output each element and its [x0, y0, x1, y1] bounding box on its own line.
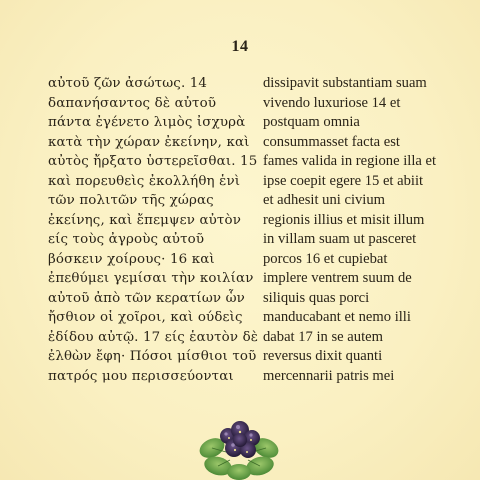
- greek-text-line: ἤσθιον οἱ χοῖροι, καὶ ούδεὶς: [48, 310, 243, 325]
- greek-text-line: πάντα ἐγένετο λιμὸς ἰσχυρὰ: [48, 115, 246, 130]
- greek-text-line: πατρός μου περισσεύονται: [48, 368, 234, 384]
- latin-text-line: ipse coepit egere 15 et abiit: [263, 172, 424, 189]
- latin-text-line: reversus dixit quanti: [263, 348, 383, 364]
- latin-text-line: in villam suam ut pasceret: [263, 231, 417, 247]
- greek-text-line: δαπανήσαντος δὲ αὐτοῦ: [48, 95, 217, 111]
- greek-text-column: [48, 74, 258, 386]
- latin-text-line: manducabant et nemo illi: [263, 309, 411, 325]
- latin-text-column: [263, 74, 436, 386]
- greek-text-line: ἐλθὼν ἔφη· Πόσοι μίσθιοι τοῦ: [48, 349, 257, 364]
- greek-text-line: αὐτοῦ ζῶν ἀσώτως. 14: [48, 76, 208, 91]
- latin-text-line: et adhesit uni civium: [263, 192, 385, 208]
- latin-text-line: postquam omnia: [263, 114, 360, 130]
- latin-text-line: porcos 16 et cupiebat: [263, 250, 388, 267]
- latin-text-line: mercennarii patris mei: [263, 367, 395, 384]
- latin-text-line: dissipavit substantiam suam: [263, 75, 427, 91]
- greek-text-line: αὐτὸς ἤρξατο ὑστερεῖσθαι. 15: [48, 154, 258, 169]
- latin-text-line: siliquis quas porci: [263, 289, 370, 306]
- violet-flower-icon: [198, 408, 280, 480]
- greek-text-line: ἐδίδου αὐτῷ. 17 είς ἑαυτὸν δὲ: [48, 329, 259, 345]
- latin-text-line: regionis illius et misit illum: [263, 211, 425, 228]
- page-number: 14: [231, 38, 249, 55]
- latin-text-line: dabat 17 in se autem: [263, 328, 383, 345]
- greek-text-line: καὶ πορευθεὶς ἐκολλήθη ἑνὶ: [48, 173, 241, 189]
- latin-text-line: consummasset facta est: [263, 133, 400, 150]
- greek-text-line: αὐτοῦ ἀπὸ τῶν κερατίων ὧν: [48, 290, 245, 306]
- greek-text-line: κατὰ τὴν χώραν ἐκείνην, καὶ: [48, 134, 250, 150]
- greek-text-line: βόσκειν χοίρους· 16 καὶ: [48, 251, 215, 267]
- greek-text-line: τῶν πολιτῶν τῆς χώρας: [48, 193, 214, 208]
- greek-text-line: είς τοὺς ἀγροὺς αὐτοῦ: [48, 232, 205, 247]
- greek-text-line: ἐκείνης, καὶ ἔπεμψεν αὐτὸν: [48, 212, 241, 228]
- greek-text-line: ἐπεθύμει γεμίσαι τὴν κοιλίαν: [48, 271, 254, 286]
- latin-text-line: implere ventrem suum de: [263, 270, 412, 286]
- latin-text-line: vivendo luxuriose 14 et: [263, 94, 401, 111]
- latin-text-line: fames valida in regione illa et: [263, 153, 437, 169]
